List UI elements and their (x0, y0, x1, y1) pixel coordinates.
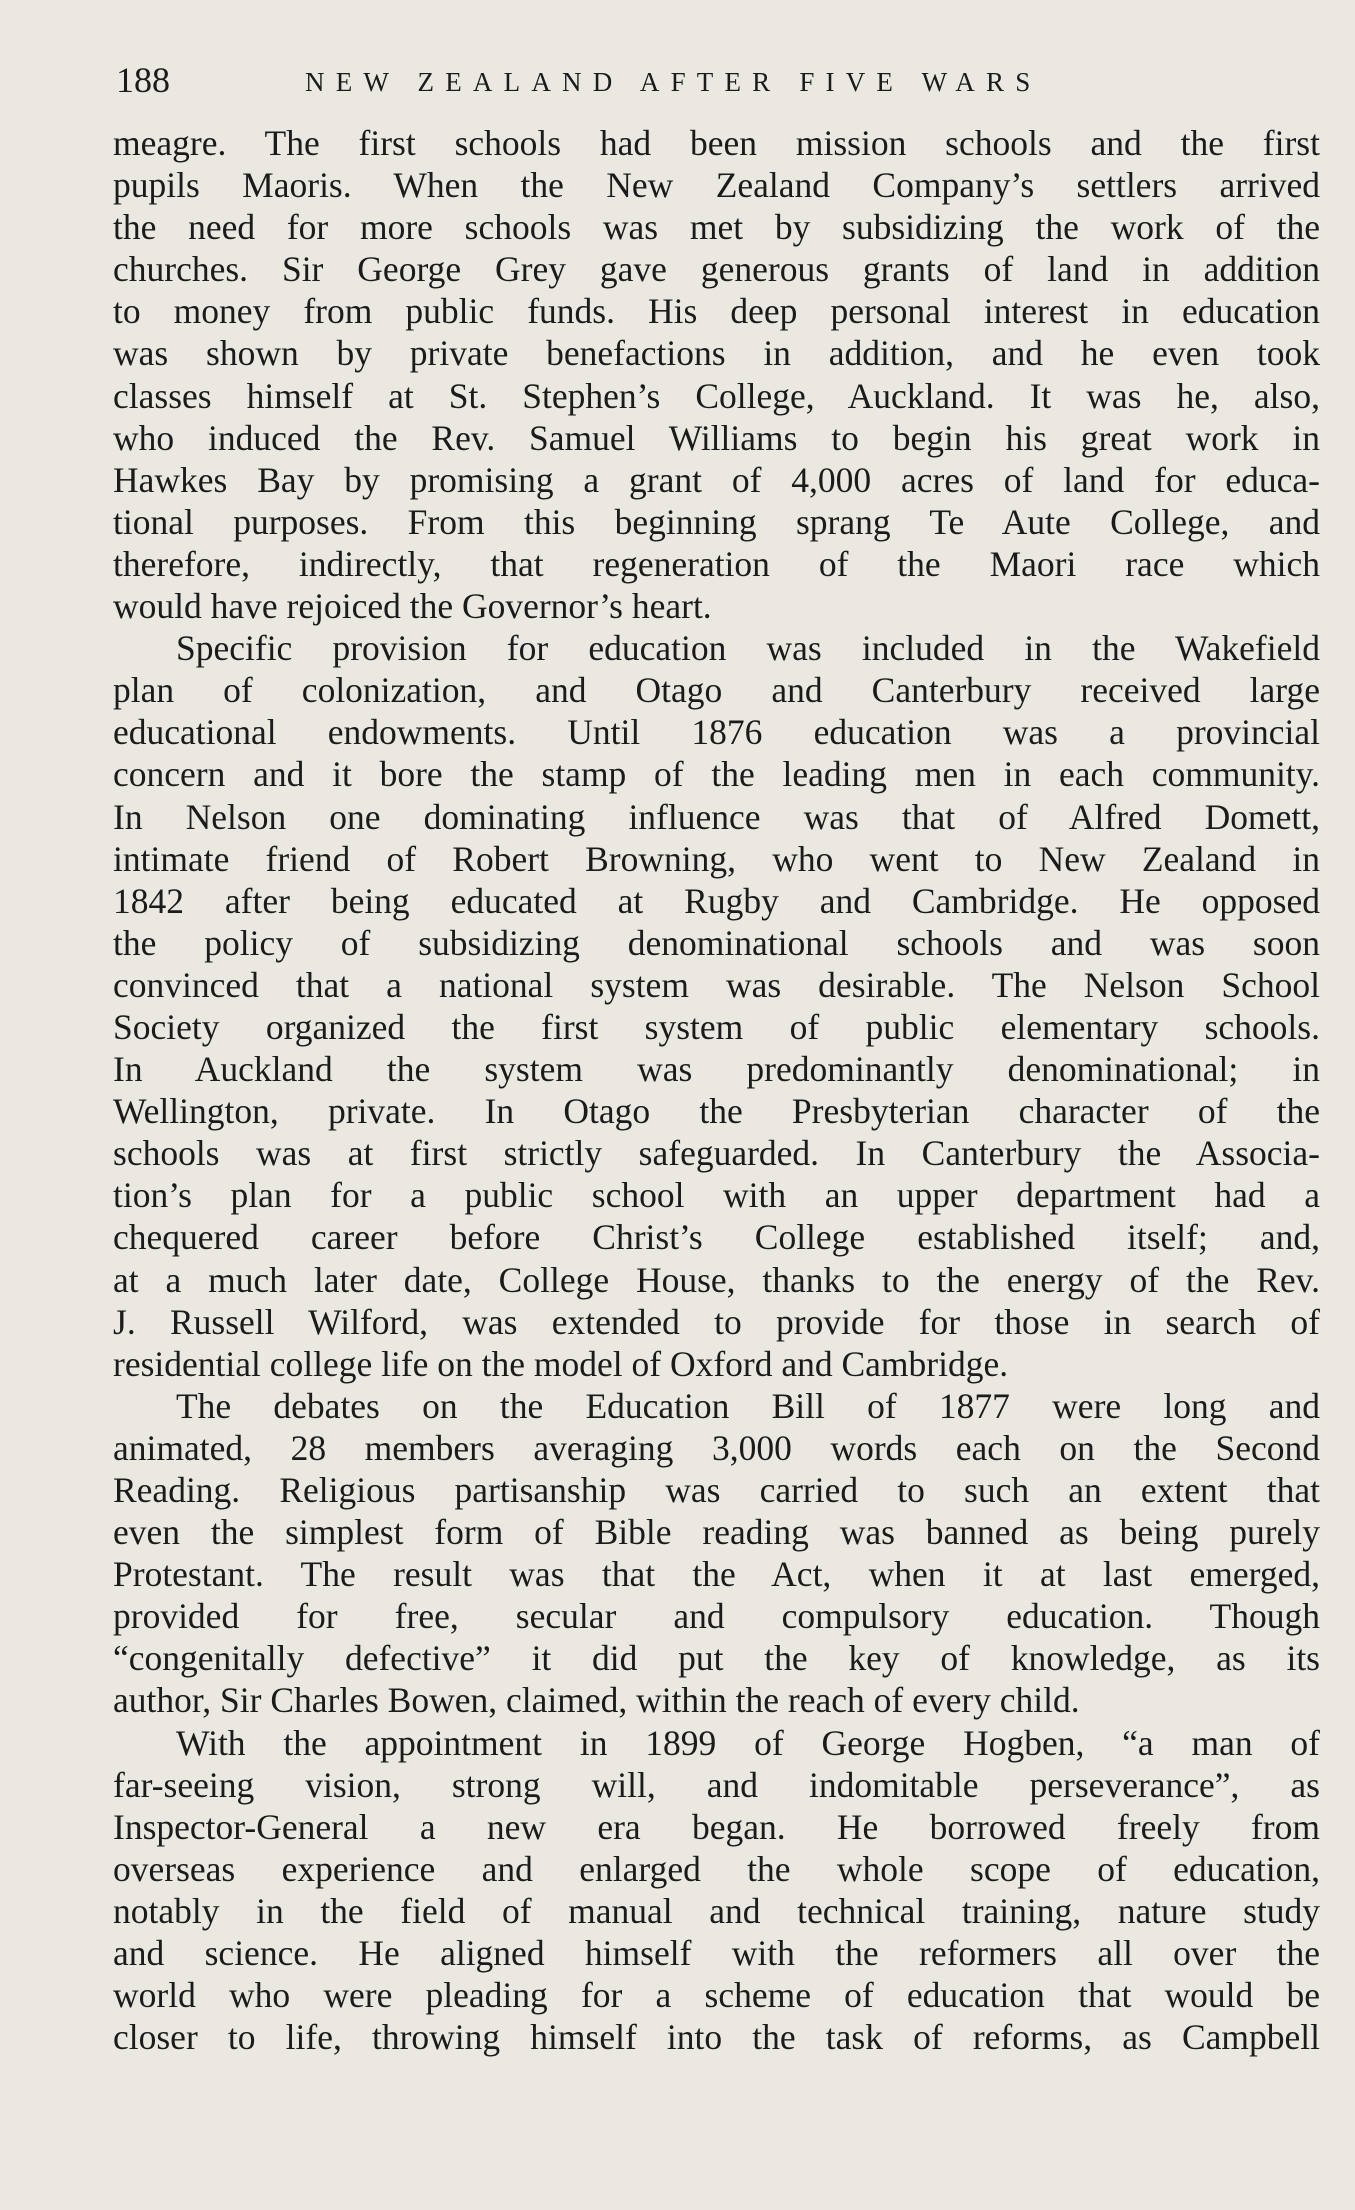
paragraph (113, 122, 1320, 627)
text-line: Hawkes Bay by promising a grant of 4,000 acres of land for educa- (113, 459, 1320, 500)
text-line: churches. Sir George Grey gave generous grants of land in addition (113, 249, 1320, 290)
text-line: to money from public funds. His deep personal interest in education (113, 291, 1320, 332)
text-line: J. Russell Wilford, was extended to provide for those in search of (113, 1301, 1320, 1342)
text-line: residential college life on the model of Oxford and Cambridge. (113, 1343, 1009, 1384)
text-line: educational endowments. Until 1876 education was a provincial (113, 712, 1320, 753)
text-line: schools was at first strictly safeguarded. In Canterbury the Associa- (113, 1133, 1320, 1174)
text-line: plan of colonization, and Otago and Canterbury received large (113, 670, 1320, 711)
text-line: the policy of subsidizing denominational schools and was soon (113, 922, 1320, 963)
text-line: author, Sir Charles Bowen, claimed, within the reach of every child. (113, 1680, 1080, 1721)
text-line: Protestant. The result was that the Act, when it at last emerged, (113, 1554, 1320, 1595)
text-line: tion’s plan for a public school with an upper department had a (113, 1175, 1320, 1216)
text-line: “congenitally defective” it did put the key of knowledge, as its (113, 1638, 1320, 1679)
text-line: The debates on the Education Bill of 1877 were long and (176, 1385, 1320, 1426)
text-line: animated, 28 members averaging 3,000 words each on the Second (113, 1427, 1320, 1468)
text-line: world who were pleading for a scheme of education that would be (113, 1975, 1320, 2016)
text-line: provided for free, secular and compulsory education. Though (113, 1596, 1320, 1637)
page-number: 188 (116, 60, 170, 100)
text-line: Specific provision for education was included in the Wakefield (176, 628, 1320, 669)
text-line: Society organized the first system of public elementary schools. (113, 1006, 1320, 1047)
text-line: and science. He aligned himself with the reformers all over the (113, 1933, 1320, 1974)
text-line: overseas experience and enlarged the whole scope of education, (113, 1848, 1320, 1889)
text-line: With the appointment in 1899 of George Hogben, “a man of (176, 1722, 1320, 1763)
text-line: In Auckland the system was predominantly denominational; in (113, 1049, 1320, 1090)
text-line: chequered career before Christ’s College established itself; and, (113, 1217, 1320, 1258)
text-line: who induced the Rev. Samuel Williams to begin his great work in (113, 417, 1320, 458)
text-line: would have rejoiced the Governor’s heart. (113, 586, 712, 627)
text-line: classes himself at St. Stephen’s College, Auckland. It was he, also, (113, 375, 1320, 416)
text-line: tional purposes. From this beginning sprang Te Aute College, and (113, 501, 1320, 542)
text-line: intimate friend of Robert Browning, who went to New Zealand in (113, 838, 1320, 879)
text-line: Reading. Religious partisanship was carried to such an extent that (113, 1470, 1320, 1510)
text-line: In Nelson one dominating influence was that of Alfred Domett, (113, 796, 1320, 837)
text-line: convinced that a national system was desirable. The Nelson School (113, 964, 1320, 1005)
text-line: meagre. The first schools had been mission schools and the first (113, 123, 1320, 163)
text-line: notably in the field of manual and technical training, nature study (113, 1890, 1320, 1931)
paragraph (113, 627, 1320, 1385)
body-text (113, 122, 1320, 2058)
text-line: pupils Maoris. When the New Zealand Company’s settlers arrived (113, 165, 1320, 206)
text-line: Inspector-General a new era began. He borrowed freely from (113, 1806, 1320, 1847)
text-line: Wellington, private. In Otago the Presbyterian character of the (113, 1091, 1320, 1132)
running-head: NEW ZEALAND AFTER FIVE WARS (305, 67, 1042, 97)
text-line: therefore, indirectly, that regeneration of the Maori race which (113, 543, 1320, 584)
text-line: closer to life, throwing himself into the task of reforms, as Campbell (113, 2017, 1320, 2058)
text-line: far-seeing vision, strong will, and indomitable perseverance”, as (113, 1764, 1320, 1805)
text-line: concern and it bore the stamp of the leading men in each community. (113, 754, 1320, 795)
page-header (112, 58, 1322, 106)
text-line: the need for more schools was met by subsidizing the work of the (113, 207, 1320, 248)
paragraph (113, 1385, 1320, 1722)
text-line: at a much later date, College House, thanks to the energy of the Rev. (113, 1259, 1320, 1300)
paragraph (113, 1722, 1320, 2059)
text-line: was shown by private benefactions in addition, and he even took (113, 333, 1320, 374)
text-line: even the simplest form of Bible reading was banned as being purely (113, 1512, 1320, 1553)
text-line: 1842 after being educated at Rugby and Cambridge. He opposed (113, 880, 1320, 921)
